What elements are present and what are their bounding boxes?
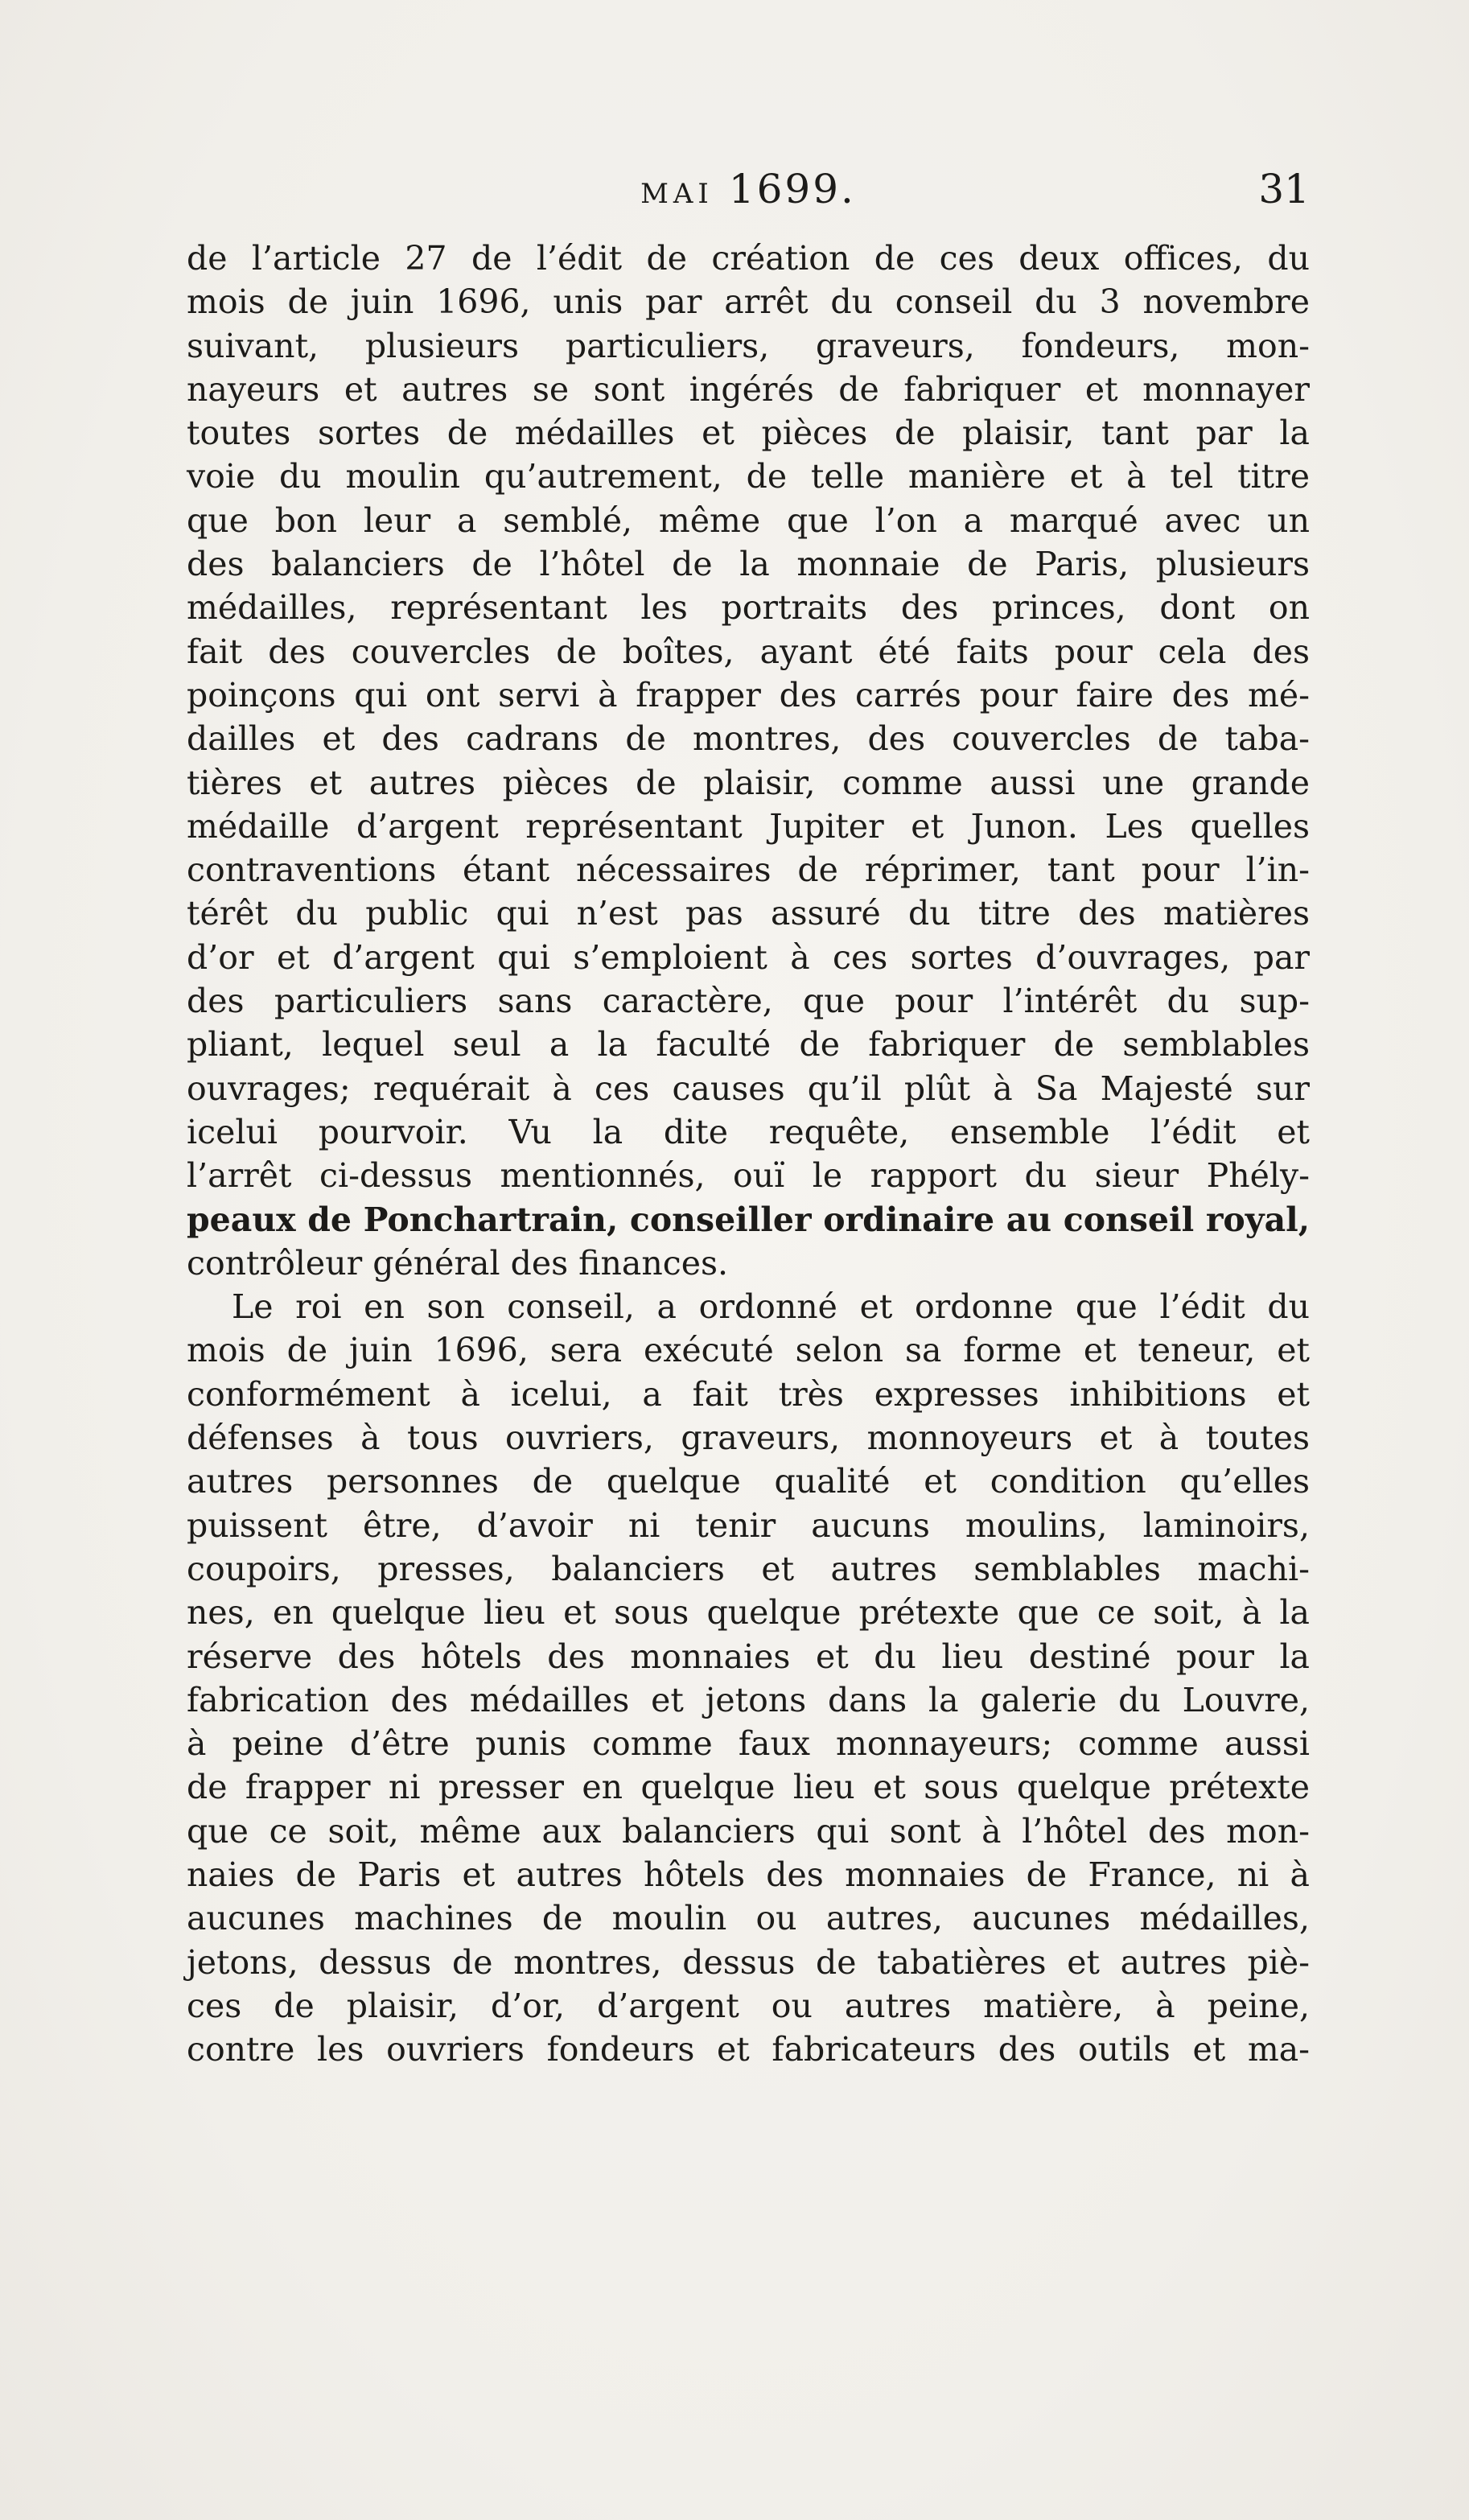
running-title xyxy=(187,166,1310,212)
text-line: à peine d’être punis comme faux monnayeurs; comme aussi xyxy=(187,1724,1310,1764)
text-line: de l’article 27 de l’édit de création de ces deux offices, du xyxy=(187,239,1310,278)
text-line: de frapper ni presser en quelque lieu et sous quelque prétexte xyxy=(187,1768,1310,1807)
text-line: jetons, dessus de montres, dessus de tabatières et autres piè- xyxy=(187,1942,1310,1982)
text-line: fabrication des médailles et jetons dans la galerie du Louvre, xyxy=(187,1680,1310,1719)
text-line: dailles et des cadrans de montres, des couvercles de taba- xyxy=(187,719,1310,759)
text-line: ouvrages; requérait à ces causes qu’il plût à Sa Majesté sur xyxy=(187,1069,1310,1108)
text-line: aucunes machines de moulin ou autres, aucunes médailles, xyxy=(187,1899,1310,1938)
text-line: conformément à icelui, a fait très expresses inhibitions et xyxy=(187,1374,1310,1414)
text-line: naies de Paris et autres hôtels des monnaies de France, ni à xyxy=(187,1855,1310,1894)
text-line: que bon leur a semblé, même que l’on a marqué avec un xyxy=(187,500,1310,540)
text-line: suivant, plusieurs particuliers, graveurs, fondeurs, mon- xyxy=(187,326,1310,365)
text-line: d’or et d’argent qui s’emploient à ces sortes d’ouvrages, par xyxy=(187,937,1310,977)
text-line: fait des couvercles de boîtes, ayant été faits pour cela des xyxy=(187,632,1310,671)
text-line: ces de plaisir, d’or, d’argent ou autres matière, à peine, xyxy=(187,1986,1310,2025)
text-line: icelui pourvoir. Vu la dite requête, ensemble l’édit et xyxy=(187,1112,1310,1151)
text-line: puissent être, d’avoir ni tenir aucuns moulins, laminoirs, xyxy=(187,1505,1310,1545)
text-line: nayeurs et autres se sont ingérés de fabriquer et monnayer xyxy=(187,369,1310,409)
page-number: 31 xyxy=(1258,166,1310,212)
text-line: pliant, lequel seul a la faculté de fabriquer de semblables xyxy=(187,1025,1310,1064)
text-line: que ce soit, même aux balanciers qui sont à l’hôtel des mon- xyxy=(187,1811,1310,1851)
text-line: défenses à tous ouvriers, graveurs, monnoyeurs et à toutes xyxy=(187,1419,1310,1458)
paragraph-start-line: Le roi en son conseil, a ordonné et ordonne que l’édit du xyxy=(232,1287,1310,1327)
text-line: térêt du public qui n’est pas assuré du titre des matières xyxy=(187,894,1310,933)
text-line: réserve des hôtels des monnaies et du lieu destiné pour la xyxy=(187,1637,1310,1676)
text-line: nes, en quelque lieu et sous quelque prétexte que ce soit, à la xyxy=(187,1593,1310,1633)
text-line: poinçons qui ont servi à frapper des carrés pour faire des mé- xyxy=(187,675,1310,714)
paragraph-end-line: contrôleur général des finances. xyxy=(187,1243,729,1283)
text-line: mois de juin 1696, unis par arrêt du conseil du 3 novembre xyxy=(187,282,1310,322)
text-line: des particuliers sans caractère, que pour l’intérêt du sup- xyxy=(187,982,1310,1021)
text-line: contraventions étant nécessaires de réprimer, tant pour l’in- xyxy=(187,850,1310,890)
text-line: médailles, représentant les portraits des princes, dont on xyxy=(187,588,1310,628)
text-line: médaille d’argent représentant Jupiter et Junon. Les quelles xyxy=(187,806,1310,846)
running-header xyxy=(187,158,1310,222)
month-label: MAI xyxy=(640,178,714,210)
text-line: mois de juin 1696, sera exécuté selon sa forme et teneur, et xyxy=(187,1331,1310,1370)
text-block xyxy=(187,237,1310,2071)
text-line: coupoirs, presses, balanciers et autres semblables machi- xyxy=(187,1549,1310,1588)
text-line: contre les ouvriers fondeurs et fabricateurs des outils et ma- xyxy=(187,2030,1310,2069)
text-line: tières et autres pièces de plaisir, comme aussi une grande xyxy=(187,763,1310,802)
text-line: des balanciers de l’hôtel de la monnaie de Paris, plusieurs xyxy=(187,545,1310,584)
text-line: toutes sortes de médailles et pièces de plaisir, tant par la xyxy=(187,414,1310,453)
text-line: autres personnes de quelque qualité et condition qu’elles xyxy=(187,1462,1310,1501)
year-label: 1699. xyxy=(713,166,856,212)
text-line: voie du moulin qu’autrement, de telle manière et à tel titre xyxy=(187,457,1310,496)
text-line: peaux de Ponchartrain, conseiller ordinaire au conseil royal, xyxy=(187,1200,1310,1239)
text-line: l’arrêt ci-dessus mentionnés, ouï le rapport du sieur Phély- xyxy=(187,1156,1310,1196)
